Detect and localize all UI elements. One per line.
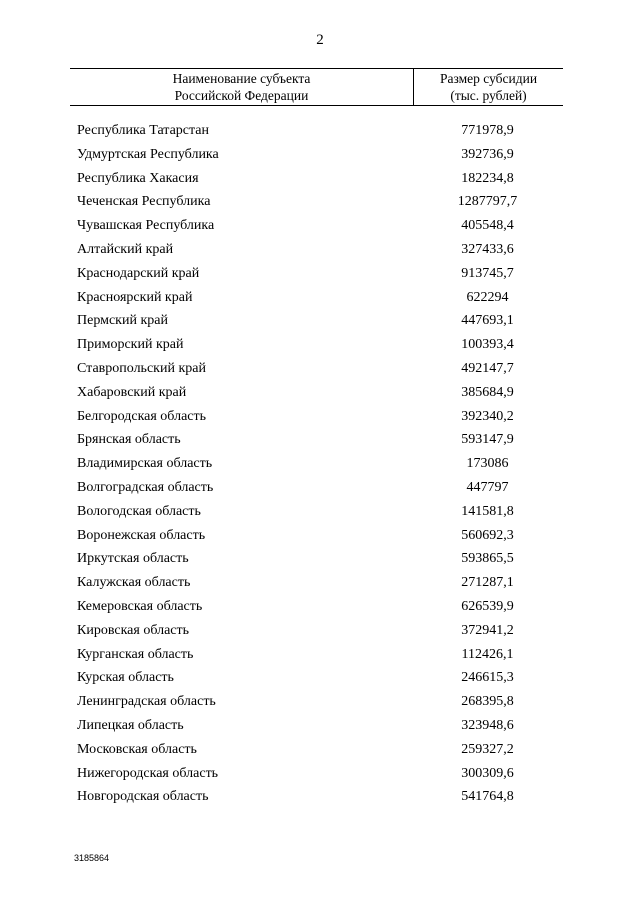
subsidy-amount-cell: 259327,2 [461,741,514,757]
column-header-region-name-line2: Российской Федерации [174,88,309,103]
subsidy-amount-cell: 392340,2 [461,408,514,424]
region-name-cell: Владимирская область [77,456,213,472]
table-row [0,690,640,714]
region-name-cell: Ставропольский край [77,360,206,376]
subsidy-amount-cell: 173086 [466,456,509,472]
region-name-cell: Кировская область [77,622,190,638]
table-row [0,571,640,595]
table-row [0,428,640,452]
subsidy-amount-cell: 447693,1 [461,313,514,329]
region-name-cell: Волгоградская область [77,479,214,495]
region-name-cell: Белгородская область [77,408,207,424]
subsidy-amount-cell: 405548,4 [461,218,514,234]
column-header-subsidy-amount-line2: (тыс. рублей) [450,88,527,103]
region-name-cell: Краснодарский край [77,265,200,281]
region-name-cell: Калужская область [77,575,191,591]
table-row [0,357,640,381]
region-name-cell: Брянская область [77,432,181,448]
region-name-cell: Иркутская область [77,551,189,567]
subsidy-amount-cell: 447797 [466,479,509,495]
table-body [0,119,640,809]
subsidy-amount-cell: 246615,3 [461,670,514,686]
region-name-cell: Приморский край [77,337,184,353]
column-header-region-name [70,69,414,105]
column-header-region-name-line1: Наименование субъекта [172,71,311,86]
region-name-cell: Удмуртская Республика [77,146,219,162]
table-row [0,524,640,548]
subsidy-amount-cell: 100393,4 [461,337,514,353]
column-header-subsidy-amount-line1: Размер субсидии [439,71,538,86]
table-row [0,666,640,690]
region-name-cell: Ленинградская область [77,694,216,710]
region-name-cell: Чеченская Республика [77,194,211,210]
region-name-cell: Курганская область [77,646,194,662]
region-name-cell: Пермский край [77,313,168,329]
region-name-cell: Воронежская область [77,527,206,543]
subsidy-amount-cell: 271287,1 [461,575,514,591]
table-row [0,476,640,500]
subsidy-amount-cell: 372941,2 [461,622,514,638]
table-row [0,500,640,524]
region-name-cell: Республика Татарстан [77,123,210,138]
subsidy-amount-cell: 626539,9 [461,598,514,614]
table-row [0,595,640,619]
table-row [0,547,640,571]
subsidy-amount-cell: 385684,9 [461,384,514,400]
table-row [0,143,640,167]
subsidy-amount-cell: 560692,3 [461,527,514,543]
table-row [0,190,640,214]
region-name-cell: Курская область [77,670,174,686]
table-row [0,167,640,191]
table-row [0,286,640,310]
subsidy-amount-cell: 268395,8 [461,694,514,710]
subsidy-amount-cell: 492147,7 [461,360,514,376]
subsidy-amount-cell: 141581,8 [461,503,514,519]
table-row [0,309,640,333]
region-name-cell: Хабаровский край [77,384,187,400]
subsidy-amount-cell: 323948,6 [461,717,514,733]
subsidy-amount-cell: 112426,1 [461,646,514,662]
table-row [0,214,640,238]
region-name-cell: Кемеровская область [77,598,203,614]
subsidy-amount-cell: 1287797,7 [457,194,518,210]
table-row [0,333,640,357]
region-name-cell: Красноярский край [77,289,193,305]
subsidy-amount-cell: 541764,8 [461,789,514,805]
table-row [0,238,640,262]
table-row [0,405,640,429]
region-name-cell: Нижегородская область [77,765,219,781]
table-row [0,119,640,143]
region-name-cell: Липецкая область [77,717,184,733]
region-name-cell: Вологодская область [77,503,201,519]
column-header-subsidy-amount [414,69,563,105]
table-row [0,381,640,405]
region-name-cell: Московская область [77,741,197,757]
table-row [0,738,640,762]
table-row [0,262,640,286]
subsidy-amount-cell: 327433,6 [461,241,514,257]
subsidy-amount-cell: 392736,9 [461,146,514,162]
table-row [0,452,640,476]
subsidy-amount-cell: 593865,5 [461,551,514,567]
subsidy-amount-cell: 913745,7 [461,265,514,281]
subsidy-amount-cell: 593147,9 [461,432,514,448]
table-header [70,68,563,106]
table-row [0,714,640,738]
subsidy-amount-cell: 622294 [466,289,509,305]
table-row [0,762,640,786]
table-row [0,785,640,809]
subsidy-amount-cell: 771978,9 [461,123,514,138]
region-name-cell: Алтайский край [77,241,174,257]
table-row [0,619,640,643]
document-code: 3185864 [74,853,110,863]
region-name-cell: Новгородская область [77,789,209,805]
region-name-cell: Чувашская Республика [77,218,215,234]
page-number: 2 [316,32,324,48]
subsidy-amount-cell: 300309,6 [461,765,514,781]
table-row [0,643,640,667]
region-name-cell: Республика Хакасия [77,170,199,186]
subsidy-amount-cell: 182234,8 [461,170,514,186]
